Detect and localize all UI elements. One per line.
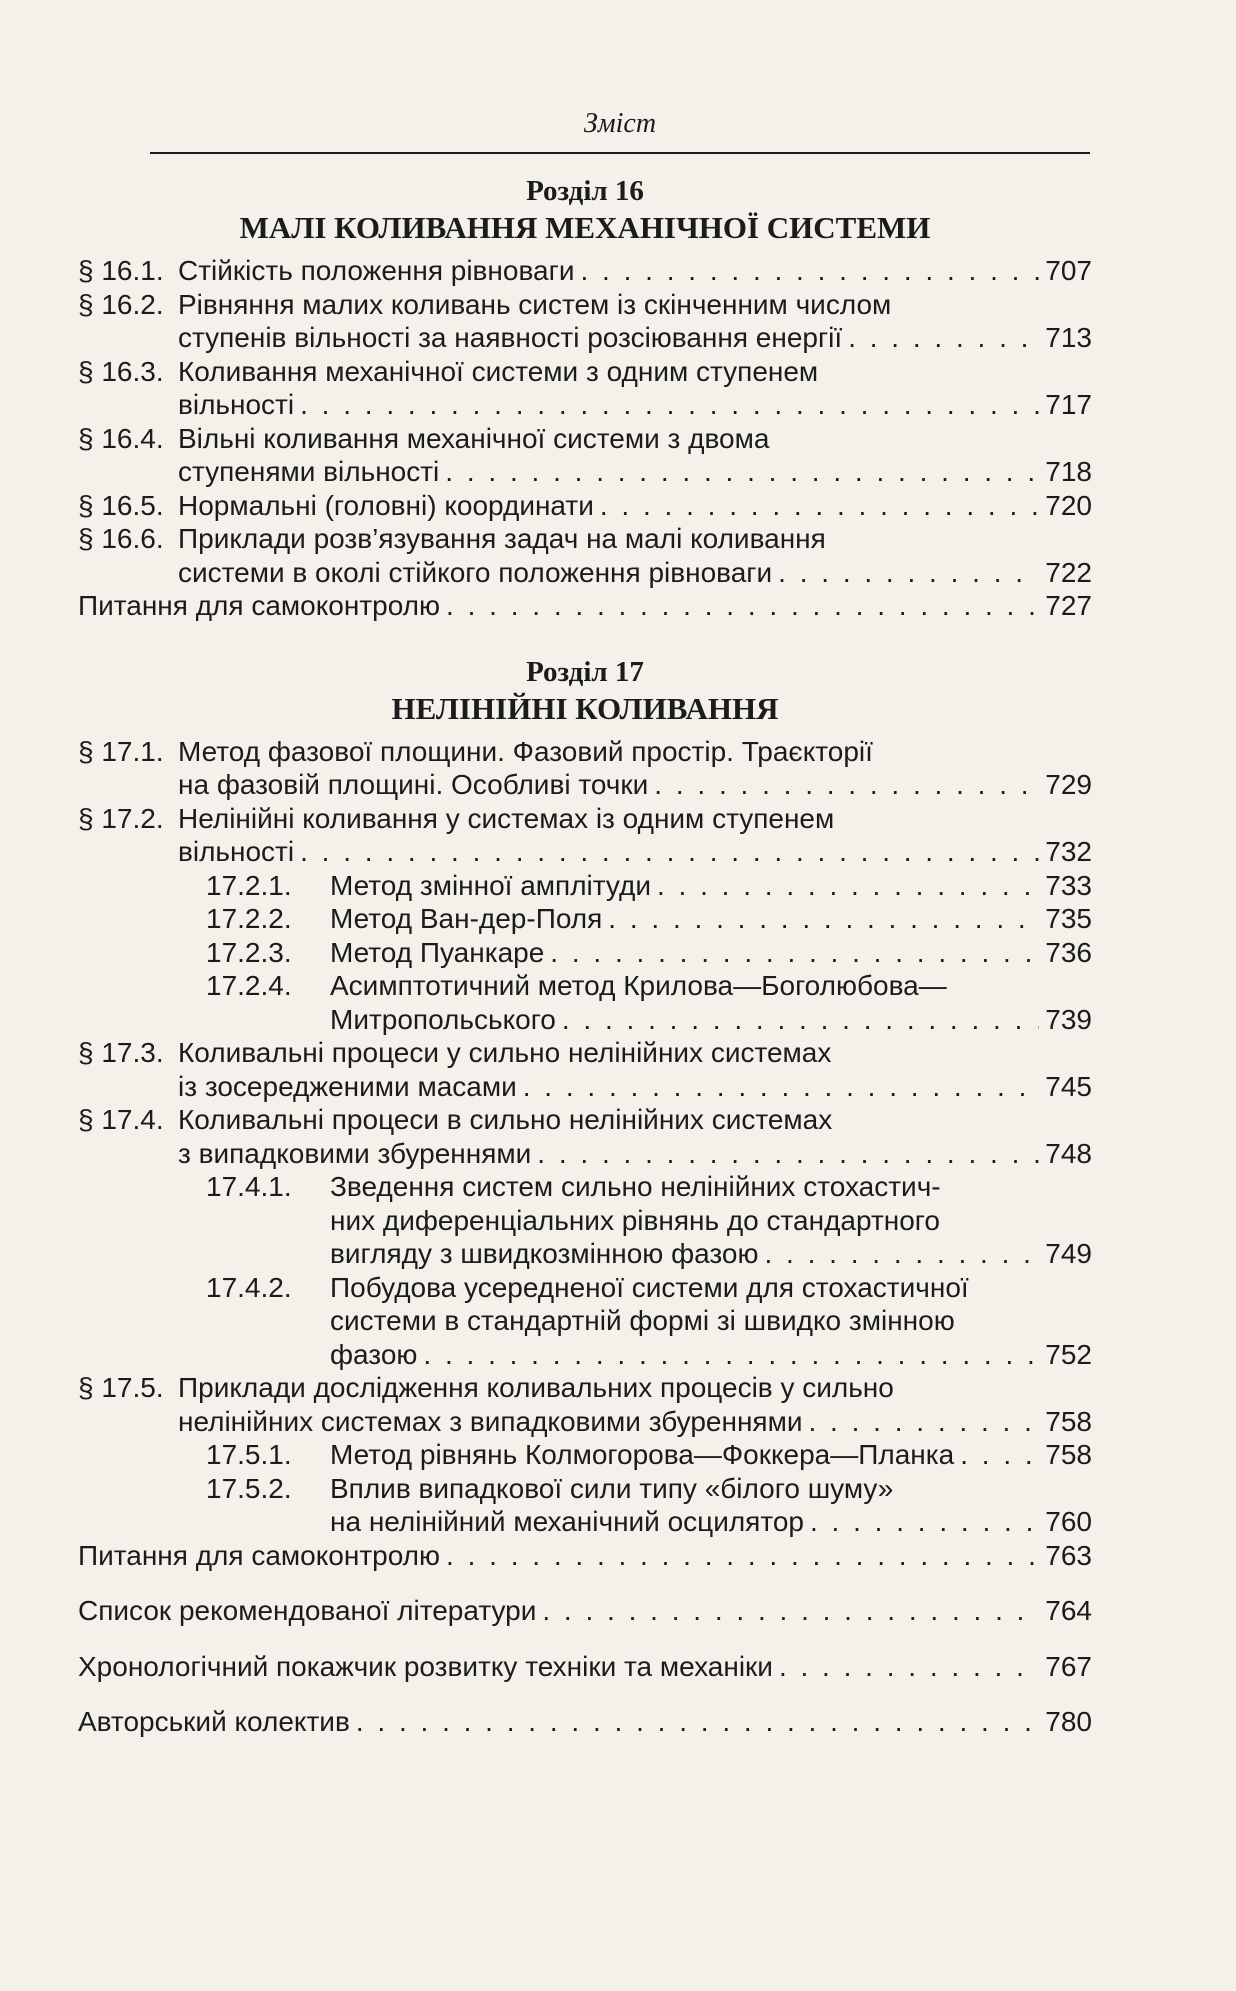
entry-number: § 17.5. <box>78 1372 164 1403</box>
page-number: 732 <box>1045 836 1092 867</box>
entry-number: § 16.4. <box>78 422 164 454</box>
dot-leader <box>600 489 1039 523</box>
page-number: 752 <box>1045 1338 1092 1370</box>
dot-leader <box>848 321 1039 355</box>
section-number: Розділ 16 <box>526 175 644 207</box>
page-number: 720 <box>1045 489 1092 521</box>
toc-entry <box>78 735 1092 802</box>
toc-entry <box>78 802 1092 869</box>
entry-number: § 16.3. <box>78 355 164 387</box>
toc-subentry <box>78 969 1092 1036</box>
toc-entry <box>78 1705 1092 1739</box>
page-number: 767 <box>1045 1650 1092 1682</box>
entry-number: 17.5.1. <box>206 1439 292 1470</box>
page-number: 727 <box>1045 590 1092 621</box>
page-number: 718 <box>1045 456 1092 487</box>
entry-number: 17.2.4. <box>206 970 292 1001</box>
entry-title-line: Коливання механічної системи з одним ступенем <box>178 355 819 387</box>
toc-subentry <box>78 1271 1092 1372</box>
section-title: НЕЛІНІЙНІ КОЛИВАННЯ <box>391 690 779 726</box>
entry-number: § 16.6. <box>78 523 164 554</box>
dot-leader <box>778 556 1039 590</box>
entry-title-line: Зведення систем сильно нелінійних стохастич- <box>330 1171 941 1202</box>
entry-number: § 17.1. <box>78 735 164 767</box>
entry-number: § 17.2. <box>78 802 164 834</box>
entry-title-line: системи в околі стійкого положення рівноваги <box>178 556 773 588</box>
entry-title-line: Метод фазової площини. Фазовий простір. Траєкторії <box>178 735 873 767</box>
toc-entry <box>78 1103 1092 1170</box>
section-number: Розділ 17 <box>526 655 644 688</box>
entry-title-line: вигляду з швидкозмінною фазою <box>330 1238 759 1269</box>
page-number: 733 <box>1045 869 1092 901</box>
toc-entry <box>78 1371 1092 1438</box>
toc-entry <box>78 288 1092 355</box>
entry-title-line: Хронологічний покажчик розвитку техніки та механіки <box>78 1650 773 1682</box>
toc-entry <box>78 489 1092 523</box>
page-number: 707 <box>1045 255 1092 286</box>
dot-leader <box>446 1539 1039 1573</box>
entry-number: § 17.3. <box>78 1037 164 1068</box>
entry-title-line: Питання для самоконтролю <box>78 1539 441 1571</box>
page-number: 713 <box>1045 322 1092 353</box>
running-header: Зміст <box>583 108 657 139</box>
toc-subentry <box>78 1170 1092 1271</box>
entry-title-line: них диференціальних рівнянь до стандартного <box>330 1204 940 1236</box>
dot-leader <box>537 1137 1039 1171</box>
page-number: 748 <box>1045 1137 1092 1169</box>
page-number: 780 <box>1045 1706 1092 1737</box>
entry-title-line: фазою <box>330 1338 418 1370</box>
entry-title-line: нелінійних системах з випадковими збуреннями <box>178 1405 803 1437</box>
entry-title-line: ступенями вільності <box>178 456 440 487</box>
toc-entry <box>78 254 1092 288</box>
entry-number: 17.4.1. <box>206 1171 292 1202</box>
dot-leader <box>779 1650 1039 1684</box>
entry-title-line: Питання для самоконтролю <box>78 590 441 621</box>
dot-leader <box>542 1594 1039 1628</box>
entry-title-line: системи в стандартній формі зі швидко змінною <box>330 1305 955 1336</box>
entry-title-line: Приклади дослідження коливальних процесів у сильно <box>178 1372 894 1403</box>
page-number: 749 <box>1045 1238 1092 1269</box>
page-number: 739 <box>1045 1003 1092 1035</box>
dot-leader <box>446 589 1039 623</box>
entry-title-line: вільності <box>178 836 295 867</box>
entry-title-line: на фазовій площині. Особливі точки <box>178 769 649 800</box>
entry-title-line: Побудова усередненої системи для стохастичної <box>330 1271 969 1303</box>
toc-entry <box>78 1650 1092 1684</box>
toc-subentry <box>78 1438 1092 1472</box>
entry-number: 17.2.1. <box>206 869 292 901</box>
toc-entry <box>78 522 1092 589</box>
entry-title-line: ступенів вільності за наявності розсіювання енергії <box>178 322 843 353</box>
entry-number: 17.4.2. <box>206 1271 292 1303</box>
entry-title-line: Коливальні процеси в сильно нелінійних системах <box>178 1104 833 1135</box>
toc-entry <box>78 589 1092 623</box>
entry-title-line: Вільні коливання механічної системи з двома <box>178 422 770 454</box>
toc-subentry <box>78 936 1092 970</box>
entry-title-line: Метод змінної амплітуди <box>330 869 651 901</box>
entry-number: § 17.4. <box>78 1104 164 1135</box>
entry-title-line: Список рекомендованої літератури <box>78 1595 537 1626</box>
entry-title-line: Нелінійні коливання у системах із одним ступенем <box>178 802 835 834</box>
entry-title-line: Митропольського <box>330 1003 556 1035</box>
page-number: 736 <box>1045 936 1092 968</box>
entry-title-line: Вплив випадкової сили типу «білого шуму» <box>330 1472 894 1504</box>
entry-number: 17.2.2. <box>206 903 292 934</box>
toc-entry <box>78 1539 1092 1573</box>
entry-number: § 16.5. <box>78 489 164 521</box>
toc-subentry <box>78 869 1092 903</box>
entry-title-line: Метод Пуанкаре <box>330 936 545 968</box>
dot-leader <box>300 388 1039 422</box>
dot-leader <box>523 1070 1040 1104</box>
dot-leader <box>562 1003 1039 1037</box>
page-number: 722 <box>1045 556 1092 588</box>
toc-entry <box>78 422 1092 489</box>
dot-leader <box>810 1505 1039 1539</box>
toc-entry <box>78 1594 1092 1628</box>
page-number: 764 <box>1045 1595 1092 1626</box>
entry-title-line: Приклади розв’язування задач на малі коливання <box>178 523 826 554</box>
dot-leader <box>657 869 1039 903</box>
entry-title-line: з випадковими збуреннями <box>178 1137 532 1169</box>
toc-entry <box>78 355 1092 422</box>
toc-subentry <box>78 902 1092 936</box>
page-number: 758 <box>1045 1439 1092 1470</box>
entry-title-line: вільності <box>178 389 295 420</box>
toc-subentry <box>78 1472 1092 1539</box>
entry-number: § 16.1. <box>78 255 164 286</box>
header-rule <box>150 152 1090 154</box>
dot-leader <box>654 768 1039 802</box>
entry-title-line: Асимптотичний метод Крилова—Боголюбова— <box>330 970 947 1001</box>
dot-leader <box>300 835 1039 869</box>
page-number: 758 <box>1045 1405 1092 1437</box>
dot-leader <box>423 1338 1039 1372</box>
page-number: 745 <box>1045 1070 1092 1102</box>
page-number: 760 <box>1045 1506 1092 1537</box>
entry-title-line: Авторський колектив <box>78 1706 350 1737</box>
toc-entry <box>78 1036 1092 1103</box>
dot-leader <box>608 902 1039 936</box>
page-number: 735 <box>1045 903 1092 934</box>
entry-title-line: Коливальні процеси у сильно нелінійних системах <box>178 1037 832 1068</box>
entry-number: § 16.2. <box>78 288 164 320</box>
entry-number: 17.5.2. <box>206 1472 292 1504</box>
page-number: 717 <box>1045 389 1092 420</box>
table-of-contents <box>78 168 1092 1739</box>
entry-title-line: Метод Ван-дер-Поля <box>330 903 603 934</box>
dot-leader <box>764 1237 1039 1271</box>
dot-leader <box>960 1438 1039 1472</box>
entry-title-line: на нелінійний механічний осцилятор <box>330 1506 804 1537</box>
page-number: 729 <box>1045 769 1092 800</box>
dot-leader <box>445 455 1039 489</box>
dot-leader <box>356 1705 1039 1739</box>
entry-title-line: із зосередженими масами <box>178 1070 517 1102</box>
dot-leader <box>550 936 1039 970</box>
section-title: МАЛІ КОЛИВАННЯ МЕХАНІЧНОЇ СИСТЕМИ <box>239 210 931 245</box>
entry-title-line: Рівняння малих коливань систем із скінченним числом <box>178 288 892 320</box>
dot-leader <box>580 254 1039 288</box>
entry-title-line: Метод рівнянь Колмогорова—Фоккера—Планка <box>330 1439 955 1470</box>
page-number: 763 <box>1045 1539 1092 1571</box>
entry-title-line: Стійкість положення рівноваги <box>178 255 575 286</box>
dot-leader <box>808 1405 1039 1439</box>
entry-number: 17.2.3. <box>206 936 292 968</box>
entry-title-line: Нормальні (головні) координати <box>178 489 594 521</box>
